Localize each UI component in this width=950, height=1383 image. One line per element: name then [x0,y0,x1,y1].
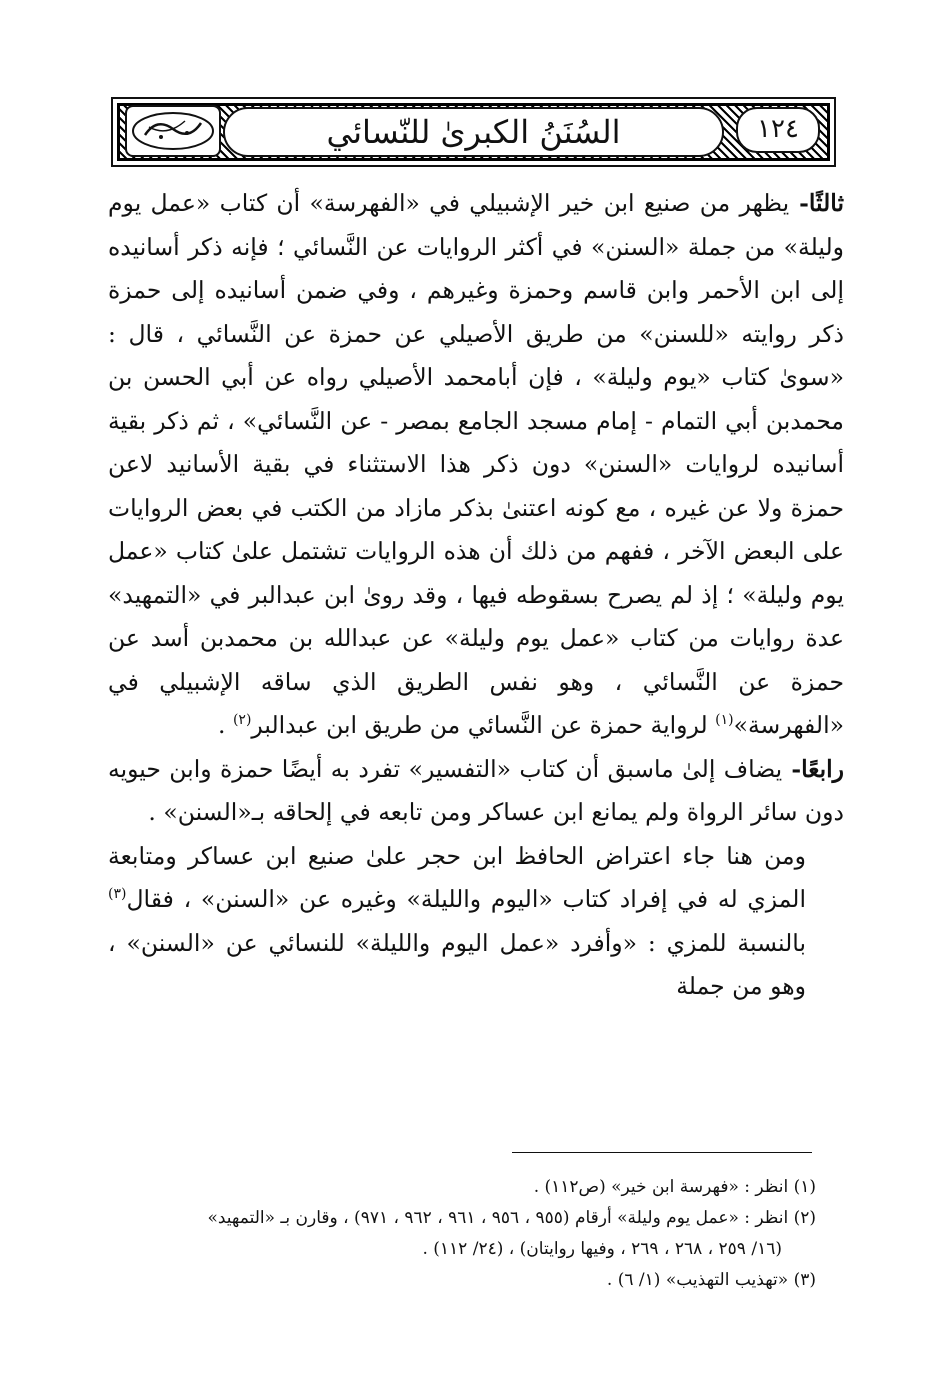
footnote-divider [512,1152,812,1153]
paragraph-text: بالنسبة للمزي : «وأفرد «عمل اليوم والليلة» للنسائي عن «السنن» ، وهو من جملة [108,928,806,1000]
page-header [111,97,836,167]
paragraph-text: . [218,711,233,739]
footnote-2-continued: (١٦/ ٢٥٩ ، ٢٦٨ ، ٢٦٩ ، وفيها روايتان) ، (٢٤/ ١١٢) . [422,1239,782,1259]
paragraph-text: ومن هنا جاء اعتراض الحافظ ابن حجر علىٰ صنيع ابن عساكر ومتابعة المزي له في إفراد كتاب «اليوم والليلة» وغيره عن «السنن» ، فقال [108,841,806,913]
paragraph-text: لرواية حمزة عن النَّسائي من طريق ابن عبدالبر [251,711,716,739]
footnotes [108,1172,816,1296]
footnote-ref-2[interactable]: (٢) [232,712,252,729]
paragraph-lead: رابعًا- [782,754,844,783]
page-number: ١٢٤ [736,107,820,153]
footnote-2: (٢) انظر : «عمل يوم وليلة» أرقام (٩٥٥ ، ٩٥٦ ، ٩٦١ ، ٩٦٢ ، ٩٧١) ، وقارن بـ «التمهيد» [207,1208,816,1228]
footnote-ref-3[interactable]: (٣) [108,886,127,903]
book-title: السُنَنُ الكبرىٰ للنّسائي [326,113,621,151]
footnote-ref-1[interactable]: (١) [715,712,734,729]
paragraph-lead: ثالثًا- [789,189,844,217]
footnote-1: (١) انظر : «فهرسة ابن خير» (ص١١٢) . [533,1177,816,1197]
book-logo-icon [127,107,219,155]
footnote-3: (٣) «تهذيب التهذيب» (١/ ٦) . [606,1270,816,1290]
book-logo [125,105,221,157]
title-cartouche [223,107,724,157]
main-text [108,182,844,1009]
paragraph-third [108,182,844,748]
paragraph-fourth [108,748,844,835]
paragraph-text: يضاف إلىٰ ماسبق أن كتاب «التفسير» تفرد به أيضًا حمزة وابن حيويه دون سائر الرواة ولم يمانع ابن عساكر ومن تابعه في إلحاقه بـ«السنن» . [108,754,844,826]
paragraph-text: يظهر من صنيع ابن خير الإشبيلي في «الفهرسة» أن كتاب «عمل يوم وليلة» من جملة «السنن» في أكثر الروايات عن النَّسائي ؛ فإنه ذكر أسانيده إلى ابن الأحمر وابن قاسم وحمزة وغيرهم ، وفي ضمن أسانيده إلى حمزة ذكر روايته «للسنن» من طريق الأصيلي عن حمزة عن النَّسائي ، قال : «سوىٰ كتاب «يوم وليلة» ، فإن أبامحمد الأصيلي رواه عن أبي الحسن بن محمدبن أبي التمام - إمام مسجد الجامع بمصر - عن النَّسائي» ، ثم ذكر بقية أسانيده لروايات «السنن» دون ذكر هذا الاستثناء في بقية الأسانيد لاعن حمزة ولا عن غيره ، مع كونه اعتنىٰ بذكر مازاد من الكتب في بعض الروايات على البعض الآخر ، ففهم من ذلك أن هذه الروايات تشتمل علىٰ كتاب «عمل يوم وليلة» ؛ إذ لم يصرح بسقوطه فيها ، وقد روىٰ ابن عبدالبر في «التمهيد» عدة روايات من كتاب «عمل يوم وليلة» عن عبدالله بن محمدبن أسد عن حمزة عن النَّسائي ، وهو نفس الطريق الذي ساقه الإشبيلي في «الفهرسة» [108,189,844,739]
paragraph-ibn-hajar [108,835,844,1009]
